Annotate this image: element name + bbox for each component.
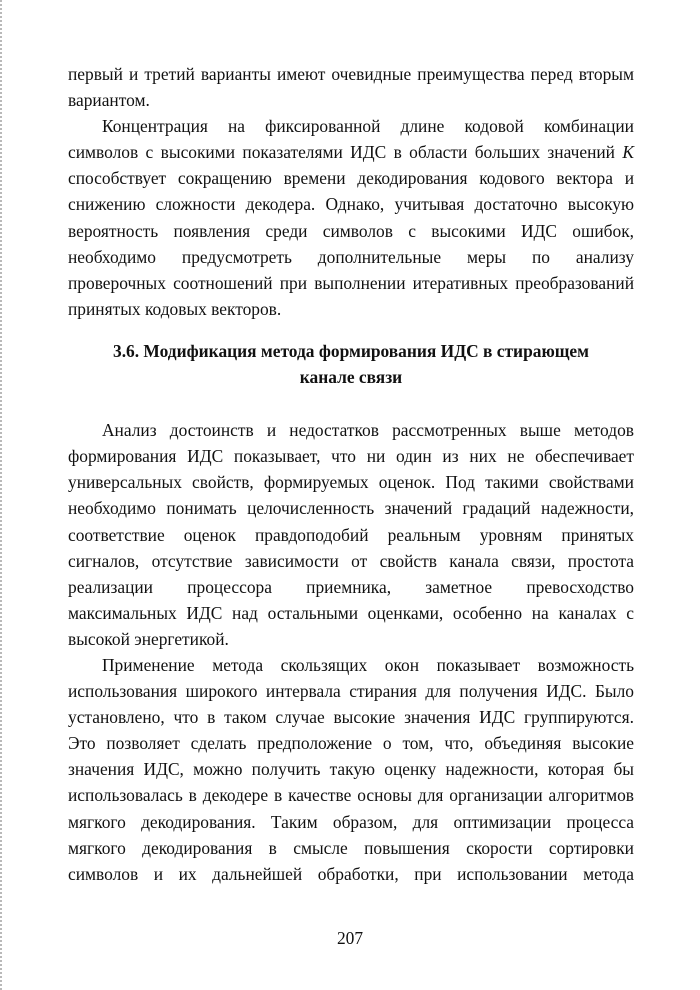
paragraph-continued [68,61,634,113]
text-line: реализации процессора приемника, заметное превосходство [68,576,634,597]
text-line: соответствие оценок правдоподобий реальным уровням принятых [68,524,634,545]
text-line: Анализ достоинств и недостатков рассмотренных выше методов [102,420,634,441]
text-line: необходимо понимать целочисленность значений градаций надежности, [68,498,634,519]
text-line: максимальных ИДС над остальными оценками, особенно на каналах с [68,602,634,623]
text-line: проверочных соотношений при выполнении итеративных преобразований [68,272,634,293]
variable-k: K [622,142,634,163]
heading-line-1: 3.6. Модификация метода формирования ИДС в стирающем [113,340,589,361]
text-line: символов и их дальнейшей обработки, при использовании метода [68,863,634,884]
text-line: использования широкого интервала стирания для получения ИДС. Было [68,681,634,702]
text-fragment: символов с высокими показателями ИДС в области больших значений [68,142,623,163]
text-line: снижению сложности декодера. Однако, учитывая достаточно высокую [68,194,634,215]
text-line-with-variable [68,139,634,165]
text-line: значения ИДС, можно получить такую оценку надежности, которая бы [68,759,634,780]
text-line: универсальных свойств, формируемых оценок. Под такими свойствами [68,472,634,493]
text-line: Это позволяет сделать предположение о том, что, объединяя высокие [68,733,634,754]
paragraph-concentration [68,113,634,322]
text-line: мягкого декодирования в смысле повышения скорости сортировки [68,837,634,858]
text-line: первый и третий варианты имеют очевидные преимущества перед вторым [68,64,634,84]
text-line: установлено, что в таком случае высокие значения ИДС группируются. [68,707,634,728]
section-heading [68,338,634,390]
paragraph-analysis [68,417,634,652]
text-line: использовалась в декодере в качестве основы для организации алгоритмов [68,785,634,806]
page-body [68,61,634,887]
text-line: высокой энергетикой. [68,628,229,649]
text-line: способствует сокращению времени декодирования кодового вектора и [68,168,634,189]
text-line: Концентрация на фиксированной длине кодовой комбинации [102,116,634,137]
text-line: вероятность появления среди символов с высокими ИДС ошибок, [68,220,634,241]
text-line: мягкого декодирования. Таким образом, для оптимизации процесса [68,811,634,832]
text-line: принятых кодовых векторов. [68,298,282,319]
text-line: необходимо предусмотреть дополнительные меры по анализу [68,246,634,267]
text-line: сигналов, отсутствие зависимости от свойств канала связи, простота [68,550,634,571]
text-line: формирования ИДС показывает, что ни один из них не обеспечивает [68,446,634,467]
page-edge [0,0,2,990]
heading-line-2: канале связи [299,367,403,388]
text-line: вариантом. [68,90,150,111]
page-number: 207 [336,928,364,948]
paragraph-sliding-windows [68,652,634,887]
text-line: Применение метода скользящих окон показывает возможность [102,654,634,675]
